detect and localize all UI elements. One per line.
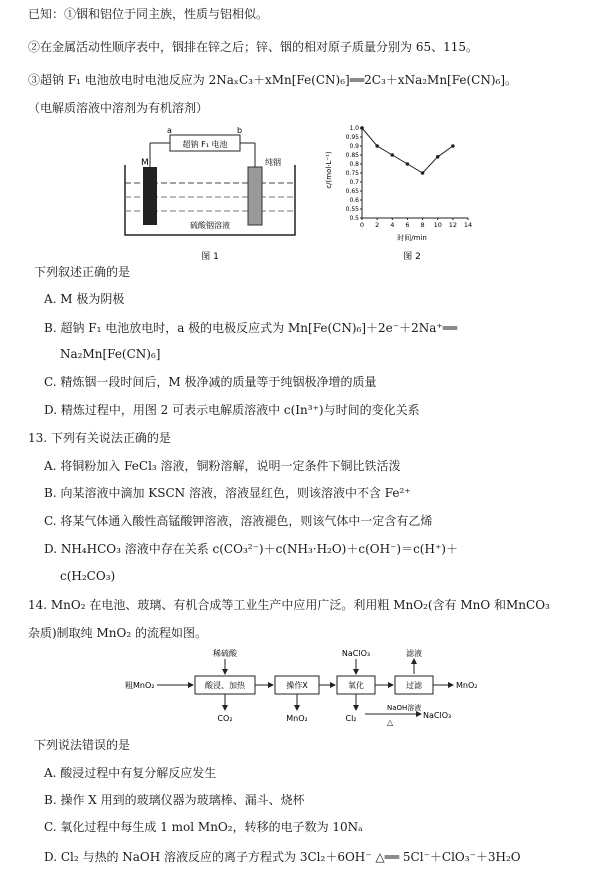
- terminal-b: b: [237, 126, 243, 135]
- flow-step-2-label: 操作X: [286, 681, 308, 690]
- y-tick-label: 0.85: [345, 152, 359, 159]
- q12-option-a: A. M 极为阴极: [44, 292, 125, 306]
- given-line-4: （电解质溶液中溶剂为有机溶剂）: [28, 101, 209, 115]
- flow-step-4-label: 过滤: [406, 681, 422, 690]
- q14-option-b: B. 操作 X 用到的玻璃仪器为玻璃棒、漏斗、烧杯: [44, 793, 305, 807]
- y-tick-label: 0.6: [349, 197, 359, 204]
- y-tick-label: 0.75: [345, 170, 359, 177]
- x-tick-label: 2: [375, 221, 380, 229]
- x-tick-label: 6: [405, 221, 410, 229]
- y-tick-label: 0.8: [349, 161, 359, 168]
- data-point: [406, 162, 410, 166]
- figure-2-caption: 图 2: [403, 252, 421, 262]
- terminal-a: a: [167, 126, 172, 135]
- solution-label: 硫酸铟溶液: [190, 221, 230, 230]
- chart-axes: [362, 126, 468, 218]
- flow-product-3: NaClO₃: [423, 711, 452, 720]
- q13-option-d-cont: c(H₂CO₃): [60, 569, 116, 583]
- x-tick-label: 0: [359, 221, 365, 229]
- q12-option-b: B. 超钠 F₁ 电池放电时，a 极的电极反应式为 Mn[Fe(CN)₆]＋2e⁻＋2Na⁺══: [44, 321, 458, 335]
- figure-1-caption: 图 1: [201, 252, 219, 262]
- q14-stem-2: 杂质)制取纯 MnO₂ 的流程如图。: [28, 626, 207, 640]
- q12-stem: 下列叙述正确的是: [34, 265, 131, 279]
- q14-option-c: C. 氧化过程中每生成 1 mol MnO₂，转移的电子数为 10Nₐ: [44, 820, 363, 834]
- data-point: [360, 126, 364, 130]
- q14-option-d: D. Cl₂ 与热的 NaOH 溶液反应的离子方程式为 3Cl₂＋6OH⁻ △══ 5Cl⁻＋ClO₃⁻＋3H₂O: [44, 850, 521, 864]
- figure-1-electrolysis: [115, 125, 315, 265]
- flow-reagent-1: 稀硫酸: [213, 649, 237, 658]
- y-tick-label: 0.7: [349, 179, 359, 186]
- electrode-m: [143, 167, 157, 225]
- x-tick-label: 8: [420, 221, 425, 229]
- q14-stem-1: 14. MnO₂ 在电池、玻璃、有机合成等工业生产中应用广泛。利用粗 MnO₂(含有 MnO 和MnCO₃: [28, 598, 550, 612]
- data-point: [390, 153, 394, 157]
- q13-option-b: B. 向某溶液中滴加 KSCN 溶液，溶液显红色，则该溶液中不含 Fe²⁺: [44, 486, 411, 500]
- battery-label: 超钠 F₁ 电池: [182, 140, 228, 149]
- y-tick-label: 1.0: [349, 125, 359, 132]
- flow-recycle-reagent: NaOH溶液: [387, 704, 422, 712]
- given-line-2: ②在金属活动性顺序表中，铟排在锌之后；锌、铟的相对原子质量分别为 65、115。: [28, 40, 478, 54]
- x-tick-label: 12: [448, 221, 457, 229]
- flow-step-1-label: 酸浸、加热: [205, 681, 245, 690]
- data-point: [421, 171, 425, 175]
- flow-heat: △: [387, 718, 394, 727]
- y-tick-label: 0.55: [345, 206, 359, 213]
- x-tick-label: 10: [433, 221, 442, 229]
- flow-out-3: Cl₂: [345, 714, 357, 723]
- chart-ticks: [346, 125, 473, 229]
- given-line-1: 已知：①铟和铝位于同主族，性质与铝相似。: [28, 7, 269, 21]
- chart-ylabel: c/(mol·L⁻¹): [325, 151, 333, 189]
- flow-reagent-3: NaClO₃: [341, 649, 371, 658]
- q12-option-d: D. 精炼过程中，用图 2 可表示电解质溶液中 c(In³⁺)与时间的变化关系: [44, 403, 420, 417]
- data-point: [436, 155, 440, 159]
- y-tick-label: 0.9: [349, 143, 359, 150]
- q13-option-d: D. NH₄HCO₃ 溶液中存在关系 c(CO₃²⁻)＋c(NH₃·H₂O)＋c(OH⁻)＝c(H⁺)＋: [44, 542, 458, 556]
- chart-series: [360, 126, 454, 175]
- q14-option-a: A. 酸浸过程中有复分解反应发生: [44, 766, 217, 780]
- electrode-m-label: M: [141, 158, 149, 168]
- series-line: [362, 128, 453, 173]
- q12-option-b-cont: Na₂Mn[Fe(CN)₆]: [60, 347, 161, 361]
- q13-option-c: C. 将某气体通入酸性高锰酸钾溶液，溶液褪色，则该气体中一定含有乙烯: [44, 514, 433, 528]
- flow-out-1: CO₂: [217, 714, 233, 723]
- flow-end: MnO₂: [456, 681, 478, 690]
- flow-start: 粗MnO₂: [125, 681, 155, 690]
- flow-reagent-4: 滤液: [406, 649, 422, 658]
- x-tick-label: 4: [390, 221, 395, 229]
- figure-2-chart: [320, 118, 480, 273]
- data-point: [375, 144, 379, 148]
- y-tick-label: 0.95: [345, 134, 359, 141]
- q13-stem: 13. 下列有关说法正确的是: [28, 431, 171, 445]
- electrode-indium: [248, 167, 262, 225]
- x-tick-label: 14: [463, 221, 473, 229]
- data-point: [451, 144, 455, 148]
- chart-xlabel: 时间/min: [397, 234, 427, 242]
- electrode-indium-label: 纯铟: [265, 158, 281, 167]
- y-tick-label: 0.5: [349, 215, 359, 222]
- q14-flowchart: [125, 648, 505, 730]
- q12-option-c: C. 精炼铟一段时间后，M 极净减的质量等于纯铟极净增的质量: [44, 375, 377, 389]
- flow-out-2: MnO₂: [286, 714, 308, 723]
- q13-option-a: A. 将铜粉加入 FeCl₃ 溶液，铜粉溶解，说明一定条件下铜比铁活泼: [44, 459, 401, 473]
- y-tick-label: 0.65: [345, 188, 359, 195]
- given-line-3: ③超钠 F₁ 电池放电时电池反应为 2NaₓC₃＋xMn[Fe(CN)₆]══2C₃＋xNa₂Mn[Fe(CN)₆]。: [28, 73, 518, 87]
- flow-step-3-label: 氧化: [348, 681, 364, 690]
- q14-ask: 下列说法错误的是: [34, 738, 131, 752]
